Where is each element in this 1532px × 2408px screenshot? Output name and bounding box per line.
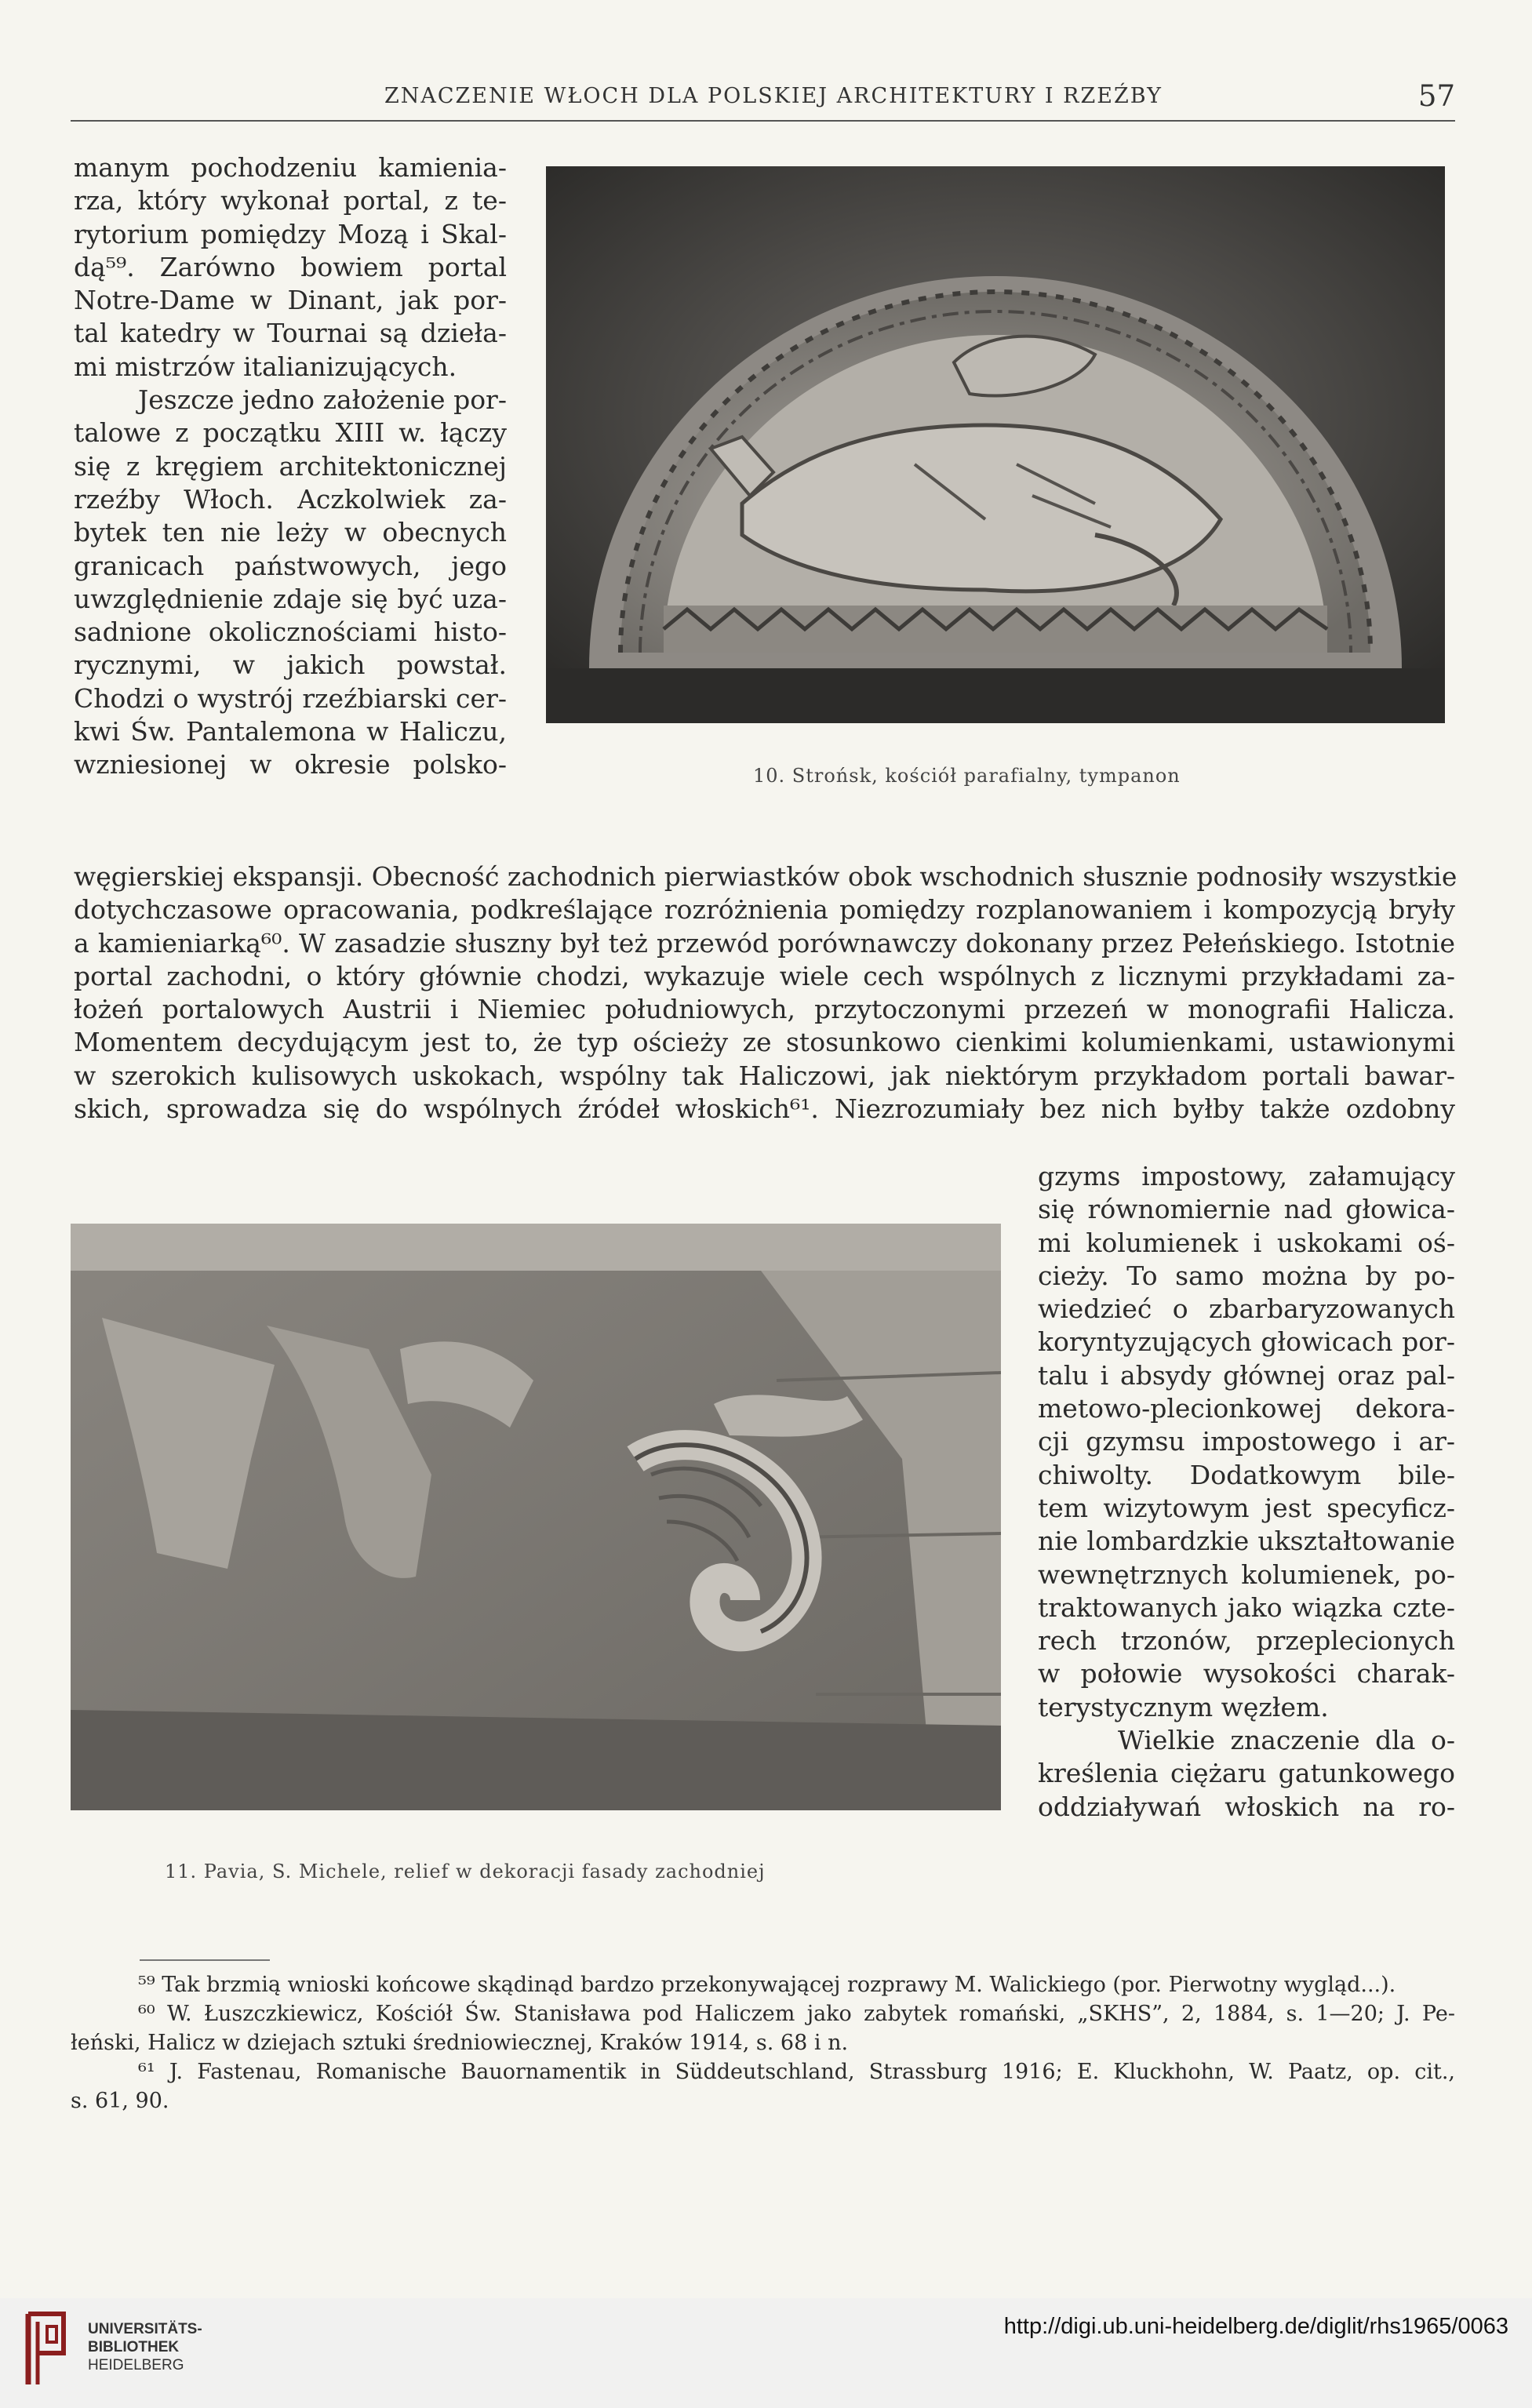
- text-line: w szerokich kulisowych uskokach, wspólny tak Haliczowi, jak niektórym przykładom portali bawar-: [74, 1060, 1455, 1091]
- text-line: dotychczasowe opracowania, podkreślające rozróżnienia pomiędzy rozplanowaniem i kompozycją bryły: [74, 894, 1455, 926]
- text-line: Notre-Dame w Dinant, jak por-: [74, 285, 507, 316]
- library-name: [88, 2320, 202, 2374]
- text-line: Chodzi o wystrój rzeźbiarski cer-: [74, 682, 507, 714]
- footnote-60-line1: ⁶⁰ W. Łuszczkiewicz, Kościół Św. Stanisława pod Haliczem jako zabytek romański, „SKHS”, 2, 1884, s. 1—20; J. Pe-: [138, 2002, 1455, 2026]
- text-line: sadnione okolicznościami histo-: [74, 617, 507, 648]
- text-line: kreślenia ciężaru gatunkowego: [1038, 1758, 1455, 1789]
- running-head-title: ZNACZENIE WŁOCH DLA POLSKIEJ ARCHITEKTURY I RZEŹBY: [384, 84, 1163, 108]
- text-line: Wielkie znaczenie dla o-: [1118, 1725, 1455, 1756]
- text-line: tal katedry w Tournai są dzieła-: [74, 318, 507, 349]
- text-line: oddziaływań włoskich na ro-: [1038, 1791, 1455, 1822]
- footnote-rule: [140, 1959, 270, 1961]
- footnotes: [71, 1970, 1455, 2115]
- source-url-link[interactable]: http://digi.ub.uni-heidelberg.de/diglit/rhs1965/0063: [1003, 2314, 1508, 2339]
- text-line: rycznymi, w jakich powstał.: [74, 649, 507, 681]
- text-line: w połowie wysokości charak-: [1038, 1658, 1455, 1690]
- text-line: talowe z początku XIII w. łączy: [74, 417, 507, 449]
- footnote-59: ⁵⁹ Tak brzmią wnioski końcowe skądinąd bardzo przekonywającej rozprawy M. Walickiego (por. Pierwotny wygląd...).: [138, 1973, 1396, 1997]
- text-line: granicach państwowych, jego: [74, 550, 507, 581]
- running-head: [71, 79, 1455, 122]
- text-line: wzniesionej w okresie polsko-: [74, 749, 507, 780]
- library-logo-icon: [20, 2306, 71, 2392]
- right-column-text: [1038, 1160, 1455, 1824]
- text-line: dą⁵⁹. Zarówno bowiem portal: [74, 251, 507, 282]
- text-line: manym pochodzeniu kamienia-: [74, 152, 507, 183]
- text-line: gzyms impostowy, załamujący: [1038, 1161, 1455, 1191]
- figure-11-caption: 11. Pavia, S. Michele, relief w dekoracji fasady zachodniej: [165, 1861, 766, 1882]
- figure-11-relief-photo: [71, 1224, 1001, 1810]
- figure-10-caption: 10. Strońsk, kościół parafialny, tympanon: [753, 765, 1181, 787]
- page-number: 57: [1417, 79, 1455, 113]
- text-line: tem wizytowym jest specyficz-: [1038, 1492, 1455, 1523]
- text-line: się z kręgiem architektonicznej: [74, 450, 507, 482]
- text-line: metowo-plecionkowej dekora-: [1038, 1393, 1455, 1424]
- text-line: rytorium pomiędzy Mozą i Skal-: [74, 218, 507, 249]
- left-column-text: [74, 151, 507, 782]
- footnote-61-line2: s. 61, 90.: [71, 2089, 169, 2113]
- text-line: Momentem decydującym jest to, że typ ościeży ze stosunkowo cienkimi kolumienkami, ustawionymi: [74, 1027, 1455, 1058]
- text-line: węgierskiej ekspansji. Obecność zachodnich pierwiastków obok wschodnich słusznie podnosiły wszystkie: [74, 861, 1457, 892]
- text-line: traktowanych jako wiązka czte-: [1038, 1591, 1455, 1623]
- library-name-line: HEIDELBERG: [88, 2357, 184, 2373]
- text-line: koryntyzujących głowicach por-: [1038, 1326, 1455, 1358]
- footnote-61-line1: ⁶¹ J. Fastenau, Romanische Bauornamentik in Süddeutschland, Strassburg 1916; E. Kluckhohn, W. Paatz, op. cit.,: [138, 2060, 1455, 2084]
- text-line: wewnętrznych kolumienek, po-: [1038, 1559, 1455, 1590]
- text-line: cieży. To samo można by po-: [1038, 1260, 1455, 1291]
- text-line: mi mistrzów italianizujących.: [74, 351, 457, 382]
- library-name-line: UNIVERSITÄTS-: [88, 2321, 202, 2337]
- text-line: łożeń portalowych Austrii i Niemiec południowych, przytoczonymi przezeń w monografii Halicza.: [74, 994, 1455, 1025]
- text-line: a kamieniarką⁶⁰. W zasadzie słuszny był też przewód porównawczy dokonany przez Pełeńskiego. Istotnie: [74, 927, 1455, 958]
- text-line: uwzględnienie zdaje się być uza-: [74, 583, 507, 614]
- text-line: rza, który wykonał portal, z te-: [74, 185, 507, 216]
- text-line: portal zachodni, o który głównie chodzi, wykazuje wiele cech wspólnych z licznymi przykładami za-: [74, 960, 1455, 991]
- text-line: Jeszcze jedno założenie por-: [138, 384, 507, 416]
- text-line: cji gzymsu impostowego i ar-: [1038, 1426, 1455, 1457]
- library-name-line: BIBLIOTHEK: [88, 2339, 180, 2355]
- footnote-60-line2: łeński, Halicz w dziejach sztuki średniowiecznej, Kraków 1914, s. 68 i n.: [71, 2031, 849, 2055]
- text-line: kwi Św. Pantalemona w Haliczu,: [74, 716, 507, 747]
- full-width-text: [74, 860, 1455, 1126]
- text-line: nie lombardzkie ukształtowanie: [1038, 1526, 1455, 1557]
- text-line: chiwolty. Dodatkowym bile-: [1038, 1459, 1455, 1490]
- text-line: talu i absydy głównej oraz pal-: [1038, 1359, 1455, 1391]
- text-line: mi kolumienek i uskokami oś-: [1038, 1227, 1455, 1258]
- text-line: bytek ten nie leży w obecnych: [74, 517, 507, 548]
- text-line: rech trzonów, przeplecionych: [1038, 1625, 1455, 1657]
- text-line: terystycznym węzłem.: [1038, 1691, 1329, 1722]
- text-line: się równomiernie nad głowica-: [1038, 1194, 1455, 1225]
- figure-10-tympanum-photo: [546, 166, 1445, 723]
- text-line: rzeźby Włoch. Aczkolwiek za-: [74, 483, 507, 515]
- text-line: wiedzieć o zbarbaryzowanych: [1038, 1293, 1455, 1325]
- text-line: skich, sprowadza się do wspólnych źródeł włoskich⁶¹. Niezrozumiały bez nich byłby także ozdobny: [74, 1093, 1455, 1125]
